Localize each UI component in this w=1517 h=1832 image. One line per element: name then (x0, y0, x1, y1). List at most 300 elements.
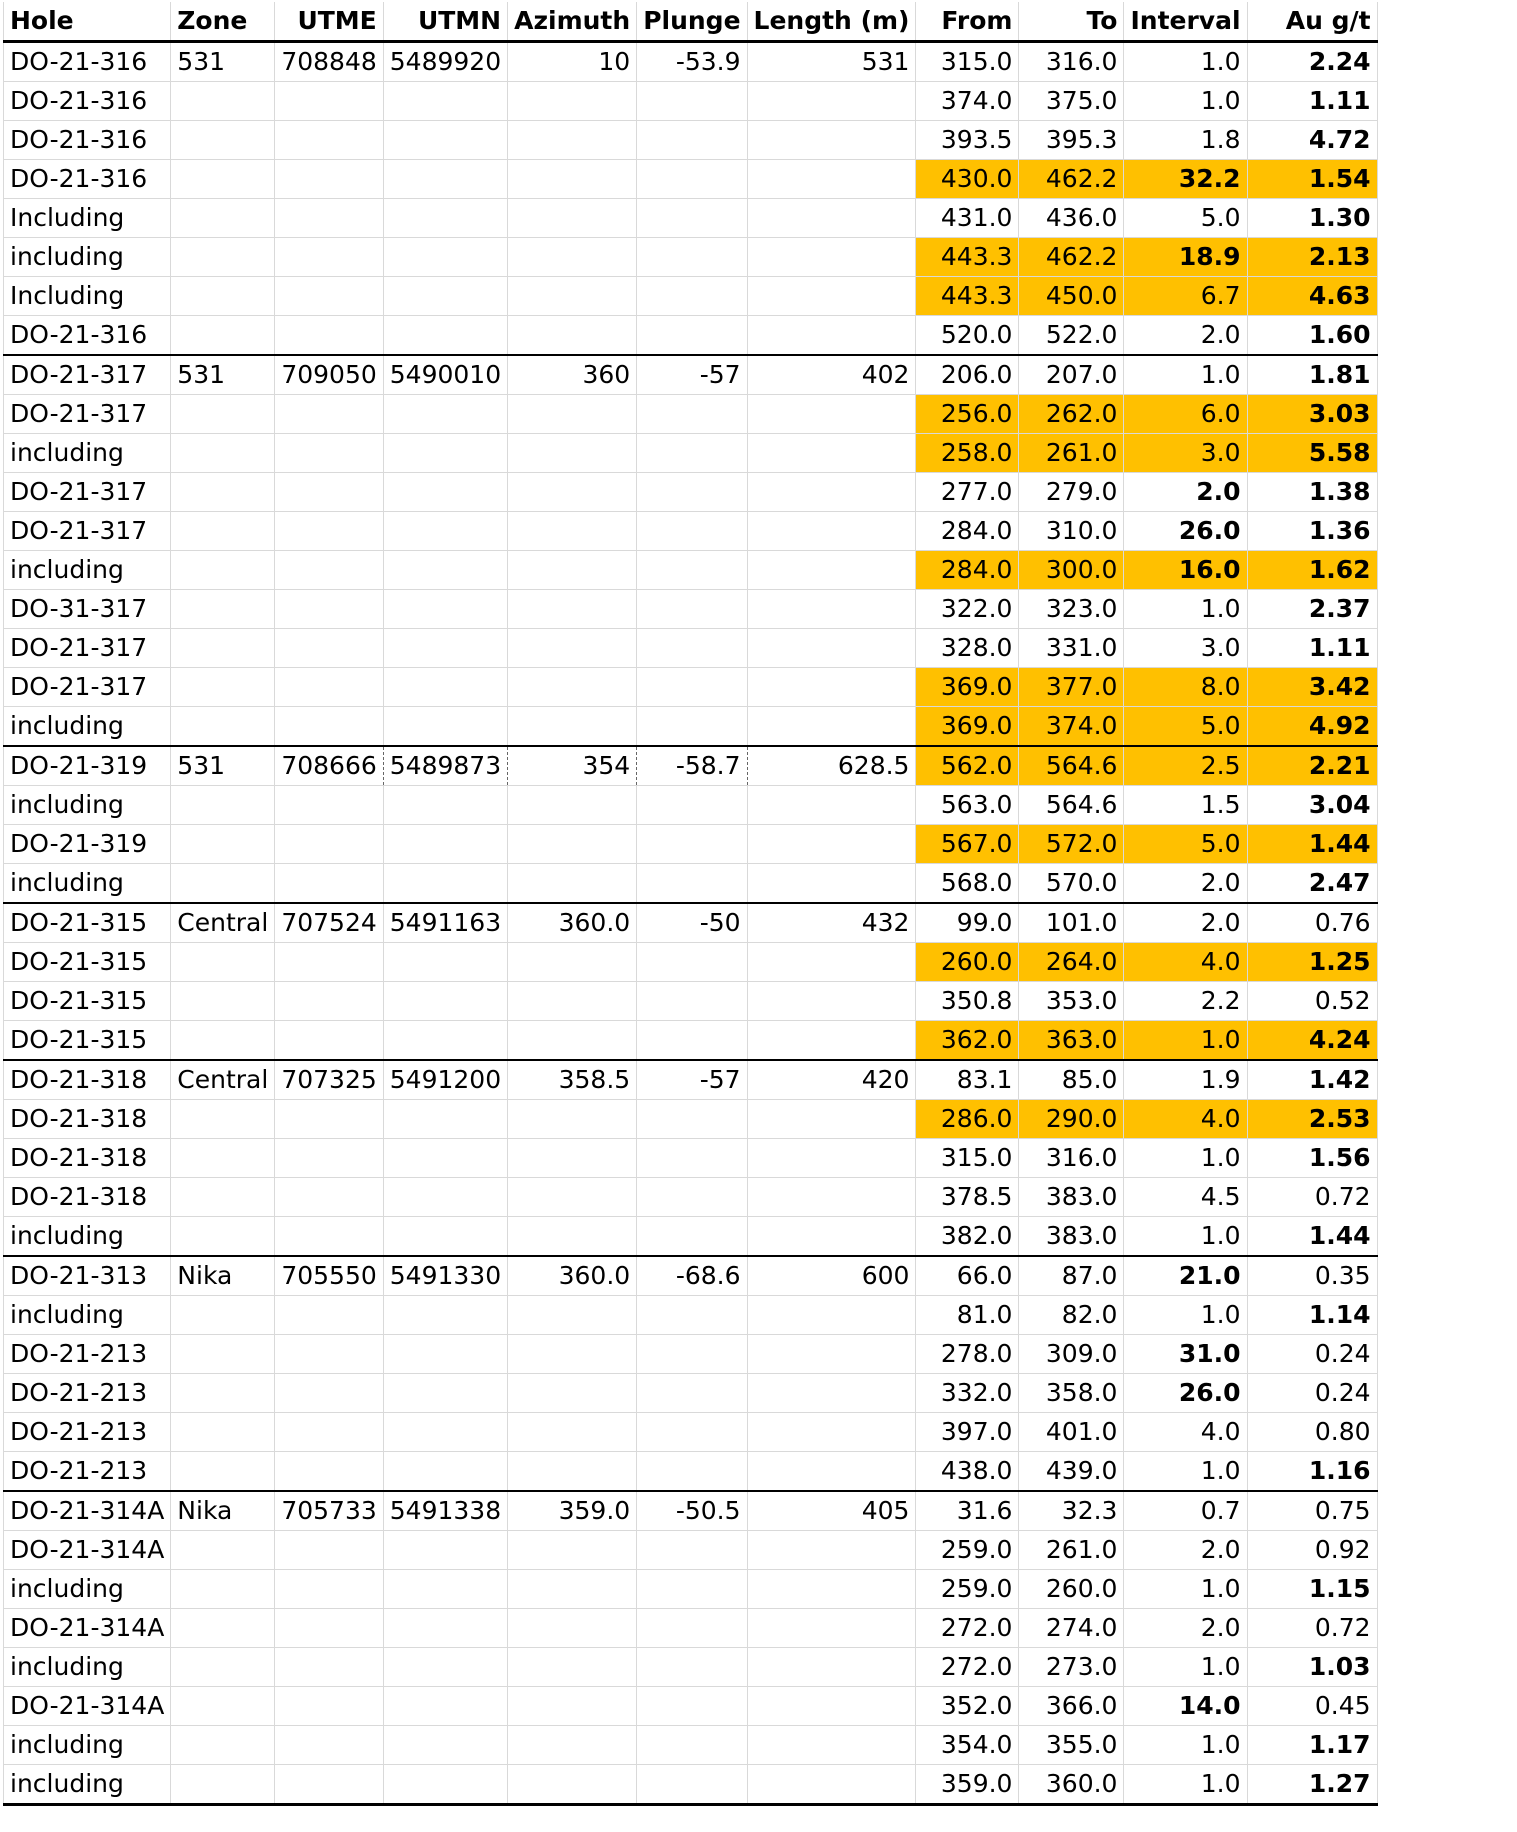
cell-plunge (637, 277, 747, 316)
cell-to: 462.2 (1019, 160, 1124, 199)
cell-utme (275, 943, 383, 982)
cell-azimuth: 354 (508, 746, 637, 786)
cell-length (747, 434, 916, 473)
cell-interval: 2.0 (1124, 316, 1247, 356)
cell-zone: Nika (171, 1256, 275, 1296)
cell-azimuth (508, 1335, 637, 1374)
cell-hole: including (4, 1570, 171, 1609)
cell-utme (275, 1021, 383, 1061)
cell-length (747, 160, 916, 199)
cell-plunge: -50 (637, 903, 747, 943)
col-header-plunge: Plunge (637, 2, 747, 42)
cell-length: 420 (747, 1060, 916, 1100)
cell-azimuth (508, 434, 637, 473)
cell-au-grade: 0.75 (1247, 1491, 1377, 1531)
cell-zone (171, 277, 275, 316)
cell-au-grade: 2.37 (1247, 590, 1377, 629)
cell-length: 432 (747, 903, 916, 943)
col-header-utme: UTME (275, 2, 383, 42)
cell-au-grade: 1.15 (1247, 1570, 1377, 1609)
cell-length (747, 707, 916, 747)
cell-from: 66.0 (916, 1256, 1019, 1296)
cell-utmn (383, 668, 507, 707)
cell-utme (275, 707, 383, 747)
cell-utmn (383, 316, 507, 356)
cell-au-grade: 1.36 (1247, 512, 1377, 551)
cell-azimuth (508, 1452, 637, 1492)
cell-azimuth (508, 395, 637, 434)
cell-interval: 1.0 (1124, 1217, 1247, 1257)
cell-hole: DO-21-314A (4, 1491, 171, 1531)
cell-azimuth (508, 590, 637, 629)
cell-utme (275, 1765, 383, 1805)
cell-hole: DO-21-319 (4, 746, 171, 786)
cell-length: 600 (747, 1256, 916, 1296)
cell-zone (171, 82, 275, 121)
table-row (4, 864, 1378, 904)
cell-zone (171, 629, 275, 668)
cell-utmn (383, 1765, 507, 1805)
cell-utmn (383, 238, 507, 277)
cell-interval: 21.0 (1124, 1256, 1247, 1296)
table-row (4, 551, 1378, 590)
cell-azimuth (508, 1217, 637, 1257)
cell-length (747, 786, 916, 825)
table-row (4, 1374, 1378, 1413)
table-row (4, 512, 1378, 551)
col-header-to: To (1019, 2, 1124, 42)
cell-azimuth: 359.0 (508, 1491, 637, 1531)
cell-hole: including (4, 434, 171, 473)
cell-azimuth (508, 1100, 637, 1139)
cell-plunge (637, 1687, 747, 1726)
cell-to: 85.0 (1019, 1060, 1124, 1100)
cell-utme (275, 160, 383, 199)
cell-au-grade: 1.14 (1247, 1296, 1377, 1335)
cell-length (747, 473, 916, 512)
cell-utme (275, 825, 383, 864)
cell-au-grade: 0.92 (1247, 1531, 1377, 1570)
col-header-from: From (916, 2, 1019, 42)
cell-interval: 2.0 (1124, 1609, 1247, 1648)
cell-to: 355.0 (1019, 1726, 1124, 1765)
cell-utme (275, 1687, 383, 1726)
cell-utmn (383, 1687, 507, 1726)
table-row (4, 1726, 1378, 1765)
cell-interval: 4.0 (1124, 1413, 1247, 1452)
cell-hole: Including (4, 199, 171, 238)
cell-utmn: 5489873 (383, 746, 507, 786)
cell-azimuth (508, 943, 637, 982)
cell-au-grade: 0.76 (1247, 903, 1377, 943)
cell-utme (275, 1609, 383, 1648)
cell-interval: 14.0 (1124, 1687, 1247, 1726)
cell-from: 272.0 (916, 1609, 1019, 1648)
cell-utme (275, 121, 383, 160)
cell-to: 207.0 (1019, 355, 1124, 395)
cell-plunge (637, 1296, 747, 1335)
cell-azimuth (508, 1139, 637, 1178)
cell-azimuth (508, 1413, 637, 1452)
table-body (4, 42, 1378, 1805)
cell-utme (275, 1648, 383, 1687)
cell-length (747, 395, 916, 434)
cell-zone (171, 1021, 275, 1061)
cell-length (747, 1217, 916, 1257)
cell-plunge (637, 1335, 747, 1374)
cell-hole: DO-21-213 (4, 1374, 171, 1413)
cell-hole: DO-21-314A (4, 1531, 171, 1570)
cell-hole: DO-31-317 (4, 590, 171, 629)
cell-plunge (637, 786, 747, 825)
cell-interval: 3.0 (1124, 434, 1247, 473)
cell-to: 564.6 (1019, 746, 1124, 786)
table-row (4, 1256, 1378, 1296)
cell-plunge (637, 1374, 747, 1413)
table-row (4, 199, 1378, 238)
cell-utmn: 5491200 (383, 1060, 507, 1100)
cell-azimuth (508, 199, 637, 238)
cell-utme (275, 864, 383, 904)
cell-zone: Central (171, 1060, 275, 1100)
cell-utmn (383, 1296, 507, 1335)
cell-utmn (383, 473, 507, 512)
table-row (4, 121, 1378, 160)
table-row (4, 1060, 1378, 1100)
cell-zone (171, 1296, 275, 1335)
cell-zone (171, 199, 275, 238)
cell-interval: 4.0 (1124, 1100, 1247, 1139)
cell-hole: including (4, 551, 171, 590)
cell-to: 358.0 (1019, 1374, 1124, 1413)
cell-to: 353.0 (1019, 982, 1124, 1021)
table-row (4, 82, 1378, 121)
cell-zone (171, 943, 275, 982)
cell-from: 443.3 (916, 238, 1019, 277)
cell-zone: 531 (171, 42, 275, 82)
cell-zone (171, 551, 275, 590)
cell-hole: Including (4, 277, 171, 316)
cell-hole: including (4, 1217, 171, 1257)
cell-to: 309.0 (1019, 1335, 1124, 1374)
cell-au-grade: 2.47 (1247, 864, 1377, 904)
cell-utme (275, 1217, 383, 1257)
cell-au-grade: 1.54 (1247, 160, 1377, 199)
table-row (4, 42, 1378, 82)
cell-azimuth: 10 (508, 42, 637, 82)
cell-from: 332.0 (916, 1374, 1019, 1413)
table-row (4, 746, 1378, 786)
table-row (4, 473, 1378, 512)
cell-utmn (383, 160, 507, 199)
cell-length (747, 82, 916, 121)
cell-interval: 32.2 (1124, 160, 1247, 199)
cell-interval: 3.0 (1124, 629, 1247, 668)
cell-plunge (637, 1726, 747, 1765)
cell-from: 258.0 (916, 434, 1019, 473)
cell-utme (275, 82, 383, 121)
cell-utme: 705733 (275, 1491, 383, 1531)
cell-utme: 707325 (275, 1060, 383, 1100)
cell-to: 273.0 (1019, 1648, 1124, 1687)
cell-au-grade: 0.52 (1247, 982, 1377, 1021)
cell-azimuth (508, 1687, 637, 1726)
cell-interval: 1.8 (1124, 121, 1247, 160)
table-row (4, 355, 1378, 395)
cell-zone (171, 668, 275, 707)
cell-to: 366.0 (1019, 1687, 1124, 1726)
cell-utme (275, 512, 383, 551)
table-row (4, 1452, 1378, 1492)
cell-utmn: 5489920 (383, 42, 507, 82)
col-header-azimuth: Azimuth (508, 2, 637, 42)
cell-azimuth (508, 707, 637, 747)
cell-plunge (637, 473, 747, 512)
table-row (4, 943, 1378, 982)
cell-hole: including (4, 786, 171, 825)
cell-length (747, 1335, 916, 1374)
cell-au-grade: 3.03 (1247, 395, 1377, 434)
cell-azimuth (508, 1531, 637, 1570)
cell-zone: 531 (171, 355, 275, 395)
cell-plunge (637, 864, 747, 904)
cell-to: 260.0 (1019, 1570, 1124, 1609)
cell-au-grade: 0.35 (1247, 1256, 1377, 1296)
cell-au-grade: 0.24 (1247, 1335, 1377, 1374)
cell-interval: 1.0 (1124, 1765, 1247, 1805)
cell-plunge (637, 1100, 747, 1139)
cell-to: 323.0 (1019, 590, 1124, 629)
cell-au-grade: 1.11 (1247, 82, 1377, 121)
cell-azimuth (508, 277, 637, 316)
cell-from: 431.0 (916, 199, 1019, 238)
cell-length (747, 316, 916, 356)
cell-from: 256.0 (916, 395, 1019, 434)
cell-au-grade: 1.56 (1247, 1139, 1377, 1178)
cell-plunge (637, 551, 747, 590)
cell-length (747, 864, 916, 904)
cell-plunge (637, 1765, 747, 1805)
cell-au-grade: 2.53 (1247, 1100, 1377, 1139)
cell-azimuth (508, 1765, 637, 1805)
cell-zone (171, 1100, 275, 1139)
cell-from: 259.0 (916, 1570, 1019, 1609)
cell-plunge: -50.5 (637, 1491, 747, 1531)
cell-azimuth (508, 1178, 637, 1217)
cell-to: 374.0 (1019, 707, 1124, 747)
cell-to: 32.3 (1019, 1491, 1124, 1531)
cell-length (747, 982, 916, 1021)
cell-plunge (637, 82, 747, 121)
cell-hole: including (4, 1648, 171, 1687)
cell-from: 397.0 (916, 1413, 1019, 1452)
cell-from: 272.0 (916, 1648, 1019, 1687)
cell-azimuth (508, 512, 637, 551)
cell-interval: 5.0 (1124, 199, 1247, 238)
cell-au-grade: 0.80 (1247, 1413, 1377, 1452)
cell-utmn (383, 1452, 507, 1492)
cell-plunge (637, 160, 747, 199)
cell-plunge (637, 395, 747, 434)
cell-hole: DO-21-316 (4, 121, 171, 160)
cell-from: 430.0 (916, 160, 1019, 199)
cell-hole: DO-21-317 (4, 395, 171, 434)
cell-length (747, 1021, 916, 1061)
table-row (4, 668, 1378, 707)
table-row (4, 316, 1378, 356)
cell-azimuth (508, 121, 637, 160)
cell-length: 531 (747, 42, 916, 82)
cell-to: 264.0 (1019, 943, 1124, 982)
cell-plunge: -57 (637, 355, 747, 395)
cell-zone (171, 1217, 275, 1257)
cell-plunge (637, 1139, 747, 1178)
cell-utmn (383, 82, 507, 121)
cell-utmn (383, 1021, 507, 1061)
cell-utmn (383, 121, 507, 160)
cell-to: 360.0 (1019, 1765, 1124, 1805)
cell-length (747, 1296, 916, 1335)
cell-to: 316.0 (1019, 1139, 1124, 1178)
cell-hole: DO-21-317 (4, 512, 171, 551)
cell-from: 284.0 (916, 551, 1019, 590)
cell-hole: DO-21-318 (4, 1100, 171, 1139)
cell-interval: 0.7 (1124, 1491, 1247, 1531)
cell-to: 383.0 (1019, 1217, 1124, 1257)
cell-from: 562.0 (916, 746, 1019, 786)
cell-to: 363.0 (1019, 1021, 1124, 1061)
cell-zone (171, 864, 275, 904)
cell-utme (275, 1374, 383, 1413)
cell-plunge (637, 1531, 747, 1570)
cell-azimuth (508, 316, 637, 356)
cell-from: 99.0 (916, 903, 1019, 943)
cell-azimuth (508, 551, 637, 590)
cell-interval: 1.5 (1124, 786, 1247, 825)
cell-length (747, 629, 916, 668)
cell-hole: including (4, 1765, 171, 1805)
col-header-hole: Hole (4, 2, 171, 42)
cell-utmn (383, 1570, 507, 1609)
cell-utmn (383, 1139, 507, 1178)
cell-length (747, 277, 916, 316)
cell-utme: 708666 (275, 746, 383, 786)
cell-zone (171, 707, 275, 747)
cell-to: 395.3 (1019, 121, 1124, 160)
table-row (4, 903, 1378, 943)
cell-azimuth (508, 238, 637, 277)
cell-hole: DO-21-314A (4, 1609, 171, 1648)
cell-plunge (637, 199, 747, 238)
cell-interval: 5.0 (1124, 707, 1247, 747)
cell-interval: 1.0 (1124, 42, 1247, 82)
cell-from: 567.0 (916, 825, 1019, 864)
cell-from: 393.5 (916, 121, 1019, 160)
cell-from: 382.0 (916, 1217, 1019, 1257)
cell-utmn (383, 982, 507, 1021)
cell-hole: DO-21-318 (4, 1060, 171, 1100)
cell-plunge (637, 1178, 747, 1217)
cell-utmn (383, 551, 507, 590)
cell-from: 259.0 (916, 1531, 1019, 1570)
cell-interval: 8.0 (1124, 668, 1247, 707)
cell-au-grade: 1.81 (1247, 355, 1377, 395)
cell-length (747, 943, 916, 982)
cell-to: 101.0 (1019, 903, 1124, 943)
cell-from: 520.0 (916, 316, 1019, 356)
cell-from: 315.0 (916, 42, 1019, 82)
cell-utmn (383, 1374, 507, 1413)
cell-zone (171, 316, 275, 356)
table-row (4, 395, 1378, 434)
cell-to: 290.0 (1019, 1100, 1124, 1139)
table-row (4, 590, 1378, 629)
cell-length (747, 590, 916, 629)
cell-utmn (383, 1413, 507, 1452)
cell-au-grade: 5.58 (1247, 434, 1377, 473)
table-row (4, 982, 1378, 1021)
cell-zone (171, 590, 275, 629)
cell-interval: 1.0 (1124, 355, 1247, 395)
cell-length (747, 199, 916, 238)
cell-length (747, 1452, 916, 1492)
cell-interval: 1.0 (1124, 590, 1247, 629)
cell-utme (275, 473, 383, 512)
cell-utme (275, 1178, 383, 1217)
cell-utmn (383, 864, 507, 904)
cell-interval: 1.0 (1124, 82, 1247, 121)
cell-hole: DO-21-317 (4, 473, 171, 512)
cell-from: 315.0 (916, 1139, 1019, 1178)
cell-interval: 1.0 (1124, 1726, 1247, 1765)
cell-hole: DO-21-315 (4, 943, 171, 982)
cell-utme (275, 1570, 383, 1609)
cell-length (747, 825, 916, 864)
table-row (4, 1335, 1378, 1374)
cell-plunge (637, 1021, 747, 1061)
cell-interval: 16.0 (1124, 551, 1247, 590)
cell-azimuth (508, 1296, 637, 1335)
cell-hole: DO-21-314A (4, 1687, 171, 1726)
cell-utme (275, 668, 383, 707)
cell-utme (275, 982, 383, 1021)
cell-zone (171, 1139, 275, 1178)
cell-length (747, 1648, 916, 1687)
cell-hole: including (4, 707, 171, 747)
cell-zone (171, 473, 275, 512)
cell-au-grade: 3.42 (1247, 668, 1377, 707)
cell-from: 350.8 (916, 982, 1019, 1021)
cell-utme: 708848 (275, 42, 383, 82)
cell-hole: including (4, 1726, 171, 1765)
cell-plunge (637, 982, 747, 1021)
cell-hole: DO-21-317 (4, 629, 171, 668)
cell-utmn (383, 1178, 507, 1217)
cell-plunge (637, 590, 747, 629)
cell-length (747, 1726, 916, 1765)
cell-utmn (383, 1531, 507, 1570)
cell-interval: 2.5 (1124, 746, 1247, 786)
cell-from: 369.0 (916, 668, 1019, 707)
drill-results-table (3, 2, 1378, 1806)
cell-interval: 6.0 (1124, 395, 1247, 434)
cell-zone (171, 1687, 275, 1726)
cell-to: 439.0 (1019, 1452, 1124, 1492)
cell-from: 443.3 (916, 277, 1019, 316)
table-row (4, 1021, 1378, 1061)
cell-interval: 1.0 (1124, 1452, 1247, 1492)
cell-plunge (637, 1570, 747, 1609)
